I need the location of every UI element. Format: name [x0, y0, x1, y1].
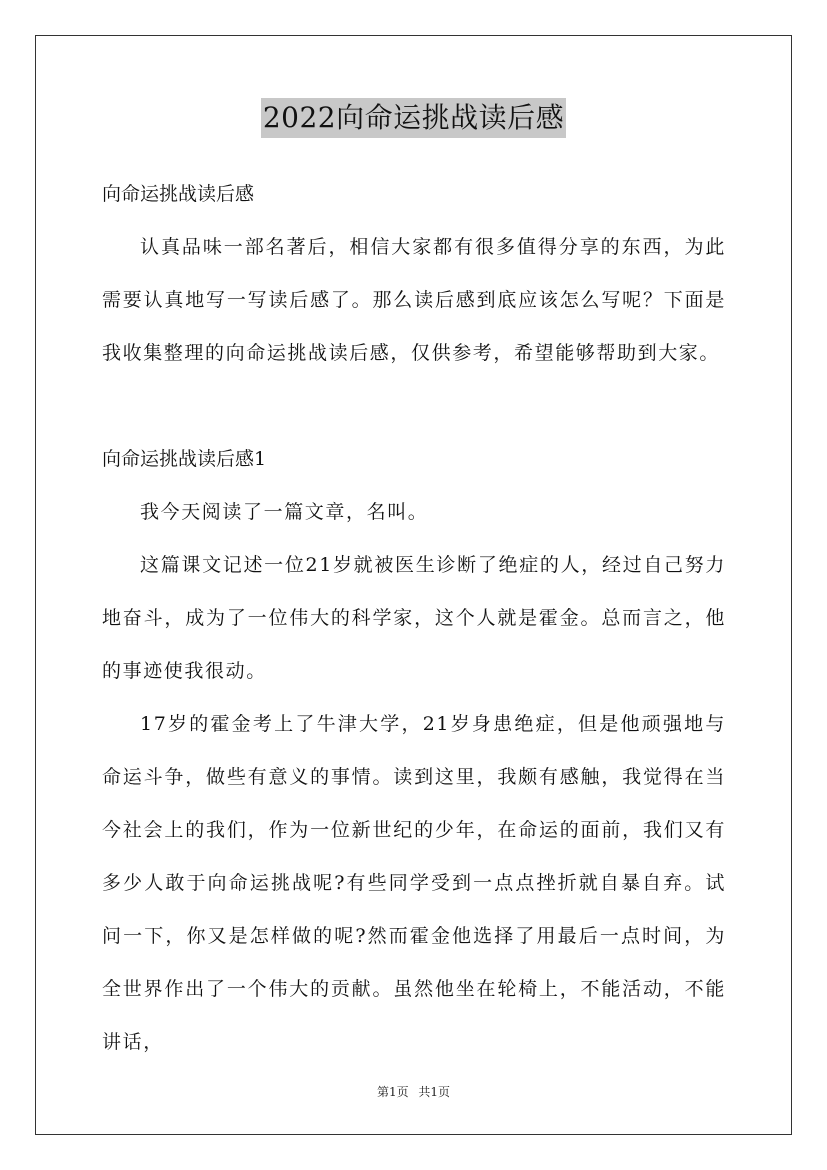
paragraph-3: 17岁的霍金考上了牛津大学，21岁身患绝症，但是他顽强地与命运斗争，做些有意义的事情。读到这里，我颇有感触，我觉得在当今社会上的我们，作为一位新世纪的少年，在命运的面前，我们又有多少人敢于向命运挑战呢?有些同学受到一点点挫折就自暴自弃。试问一下，你又是怎样做的呢?然而霍金他选择了用最后一点时间，为全世界作出了一个伟大的贡献。虽然他坐在轮椅上，不能活动，不能讲话， [102, 713, 726, 1053]
intro-paragraph: 认真品味一部名著后，相信大家都有很多值得分享的东西，为此需要认真地写一写读后感了。那么读后感到底应该怎么写呢？下面是我收集整理的向命运挑战读后感，仅供参考，希望能够帮助到大家。 [102, 236, 726, 364]
document-body [102, 168, 726, 1069]
document-title: 2022向命运挑战读后感 [261, 98, 566, 138]
section-spacer [102, 380, 726, 433]
paragraph-1: 我今天阅读了一篇文章，名叫。 [140, 501, 429, 523]
page-number: 第1页 [376, 1085, 409, 1099]
section-heading: 向命运挑战读后感1 [102, 448, 267, 470]
page-total: 共1页 [418, 1085, 451, 1099]
document-subtitle: 向命运挑战读后感 [102, 183, 255, 205]
title-container [0, 98, 827, 138]
page-footer [0, 1083, 827, 1100]
paragraph-2: 这篇课文记述一位21岁就被医生诊断了绝症的人，经过自己努力地奋斗，成为了一位伟大的科学家，这个人就是霍金。总而言之，他的事迹使我很动。 [102, 554, 726, 682]
